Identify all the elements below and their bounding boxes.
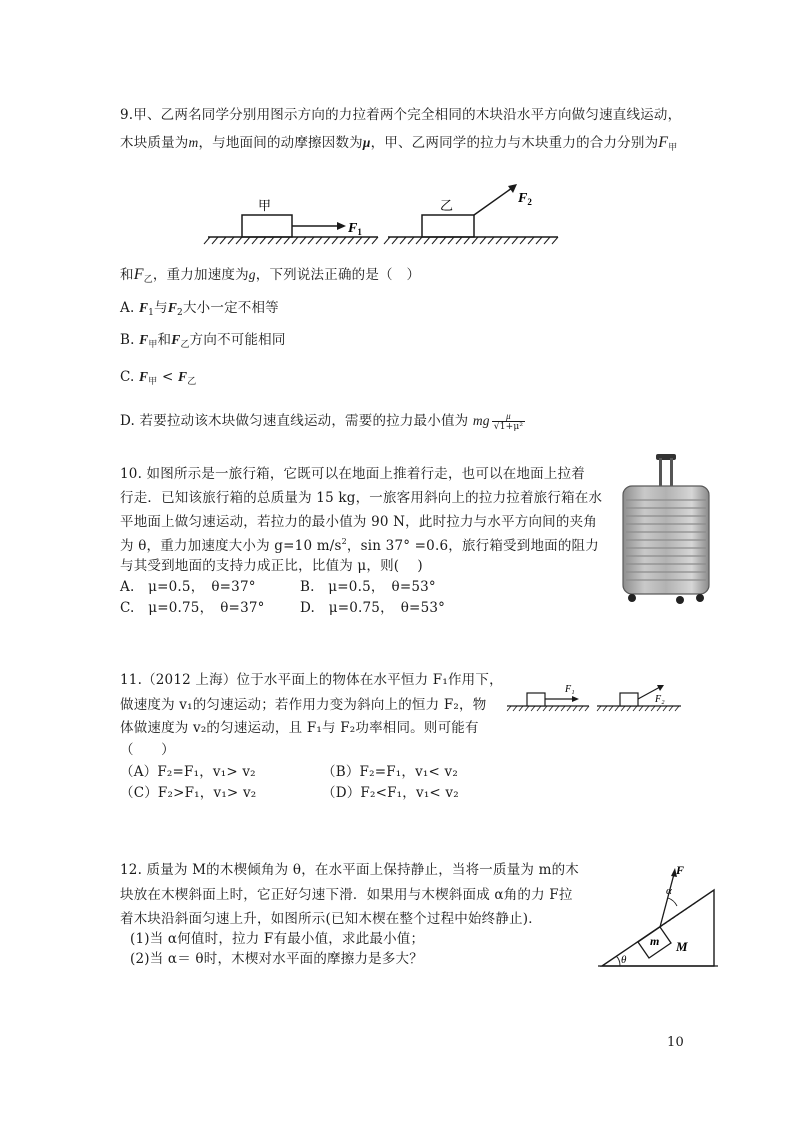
q9-line2-a: 木块质量为	[120, 135, 189, 151]
q9-option-b	[120, 328, 286, 350]
q9-optA-prefix: A.	[120, 300, 135, 316]
q11-block-1	[527, 693, 545, 706]
q9-figure	[200, 180, 590, 250]
q9-arrow-F2	[474, 188, 512, 215]
q12-line3: 着木块沿斜面匀速上升，如图所示(已知木楔在整个过程中始终静止)．	[120, 911, 542, 927]
q10-line3: 平地面上做匀速运动，若拉力的最小值为 90 N，此时拉力与水平方向间的夹角	[120, 514, 597, 530]
q10-line4-b: ，sin 37° =0.6，旅行箱受到地面的阻力	[346, 538, 599, 554]
q9-optA-F1: F	[138, 300, 149, 315]
q10-line4-sup: 2	[341, 537, 347, 546]
q11-line1: 11.（2012 上海）位于水平面上的物体在水平恒力 F₁作用下，	[120, 672, 503, 688]
q9-optD-mg: mg	[472, 413, 490, 428]
q9-optB-mid: 和	[157, 332, 172, 348]
q9-optC-prefix: C.	[120, 369, 135, 385]
q11-figure	[505, 678, 685, 718]
q10-line2: 行走．已知该旅行箱的总质量为 15 kg，一旅客用斜向上的拉力拉着旅行箱在水	[120, 490, 603, 506]
q12-line5: (2)当 α＝ θ时，木楔对水平面的摩擦力是多大？	[130, 951, 423, 967]
q9-optD-den: √1+μ²	[493, 422, 524, 432]
q9-optA-mid: 与	[154, 300, 168, 316]
q9-g: g	[248, 267, 256, 282]
q9-optA-s2: 2	[177, 308, 183, 318]
q10-option-d: D. μ=0.75， θ=53°	[300, 600, 446, 616]
suitcase-handle-bar-left	[659, 458, 662, 490]
q10-line4-a: 为 θ，重力加速度大小为 g=10 m/s	[120, 538, 342, 554]
q11-label-F2: F₂	[655, 694, 665, 705]
q9-optD-prefix: D.	[120, 413, 136, 429]
q10-line1: 10. 如图所示是一旅行箱，它既可以在地面上推着行走，也可以在地面上拉着	[120, 466, 585, 482]
q11-option-d: （D）F₂<F₁，v₁< v₂	[322, 785, 459, 801]
q9-arrowhead-F2	[508, 184, 517, 193]
q9-optB-F-jia: F	[139, 332, 149, 347]
q9-optA-F2: F	[167, 300, 178, 315]
q11-option-c: （C）F₂>F₁，v₁> v₂	[120, 785, 257, 801]
q12-label-m: m	[650, 934, 660, 948]
q11-hatch-1	[507, 706, 589, 711]
q10-option-a: A. μ=0.5， θ=37°	[120, 579, 256, 595]
q9-line2-b: ，与地面间的动摩擦因数为	[198, 135, 363, 151]
q9-optB-F-yi: F	[171, 332, 181, 347]
q9-line3-a: 和	[120, 267, 134, 283]
q12-alpha-arc	[668, 898, 677, 906]
suitcase-wheel-left	[628, 594, 636, 602]
q9-label-jia: 甲	[258, 198, 272, 213]
q11-block-2	[620, 693, 638, 706]
page-number: 10	[667, 1035, 684, 1050]
suitcase-handle-bar-right	[670, 458, 673, 490]
q12-line2: 块放在木楔斜面上时，它正好匀速下滑．如果用与木楔斜面成 α角的力 F拉	[120, 887, 573, 903]
q9-m: m	[188, 135, 199, 150]
q10-line5: 与其受到地面的支持力成正比，比值为 μ，则( )	[120, 558, 423, 574]
q9-block-jia	[242, 215, 292, 237]
q10-line4	[120, 534, 599, 554]
q9-F-yi: F	[133, 266, 144, 283]
q9-option-d	[120, 409, 525, 432]
q9-option-c	[120, 369, 196, 387]
q11-option-b: （B）F₂=F₁，v₁< v₂	[322, 764, 458, 780]
q9-F-yi-sub: 乙	[143, 275, 153, 285]
suitcase-wheel-right	[696, 594, 704, 602]
q9-line3	[120, 263, 420, 285]
suitcase-image	[618, 452, 714, 608]
q9-hatch-2	[384, 237, 558, 244]
q9-mu: μ	[362, 135, 371, 150]
q12-line1: 12. 质量为 M的木楔倾角为 θ，在水平面上保持静止，当将一质量为 m的木	[120, 862, 579, 878]
q11-hatch-2	[597, 706, 679, 711]
q11-line4: （ ）	[120, 742, 175, 758]
q11-line3: 体做速度为 v₂的匀速运动，且 F₁与 F₂功率相同。则可能有	[120, 720, 479, 736]
q12-label-M: M	[676, 939, 688, 954]
q9-optD-num: μ	[492, 411, 525, 422]
q9-optC-sub-yi: 乙	[187, 377, 197, 387]
q12-label-F: F	[676, 863, 685, 877]
q9-optC-lt: <	[157, 369, 178, 385]
q9-optB-text: 方向不可能相同	[189, 332, 286, 348]
q9-option-a	[120, 296, 279, 318]
q9-optC-sub-jia: 甲	[148, 377, 158, 387]
q12-label-theta: θ	[621, 954, 627, 966]
q10-option-c: C. μ=0.75， θ=37°	[120, 600, 265, 616]
q9-line2	[120, 131, 677, 153]
q9-line3-b: ，重力加速度为	[152, 267, 249, 283]
q9-optB-sub-yi: 乙	[180, 340, 190, 350]
q9-label-F2: $F_2$	[518, 191, 532, 207]
q11-option-a: （A）F₂=F₁，v₁> v₂	[120, 764, 256, 780]
q11-arrowhead-F1	[572, 696, 579, 702]
q9-hatch-1	[204, 237, 378, 244]
q11-label-F1: F₁	[565, 684, 575, 695]
q12-line4: (1)当 α何值时，拉力 F有最小值，求此最小值；	[130, 931, 425, 947]
q9-F-jia: F	[658, 134, 669, 151]
q9-arrowhead-F1	[337, 222, 346, 230]
q9-optB-prefix: B.	[120, 332, 135, 348]
q9-optC-F-yi: F	[177, 369, 188, 384]
q9-optA-text: 大小一定不相等	[182, 300, 279, 316]
q9-line2-c: ，甲、乙两同学的拉力与木块重力的合力分别为	[370, 135, 659, 151]
q9-optB-sub-jia: 甲	[148, 340, 158, 350]
q9-label-yi: 乙	[440, 198, 454, 213]
q9-label-F1: $F_1$	[348, 221, 362, 237]
q10-option-b: B. μ=0.5， θ=53°	[300, 579, 436, 595]
suitcase-wheel-mid	[676, 596, 684, 604]
q12-label-alpha: α	[666, 885, 672, 897]
q9-optA-s1: 1	[148, 308, 155, 318]
q9-F-jia-sub: 甲	[668, 143, 678, 153]
q12-figure	[598, 860, 718, 972]
q9-line1: 9.甲、乙两名同学分别用图示方向的力拉着两个完全相同的木块沿水平方向做匀速直线运动，	[120, 107, 682, 123]
q9-optD-text: 若要拉动该木块做匀速直线运动，需要的拉力最小值为	[139, 413, 469, 429]
q9-block-yi	[422, 215, 474, 237]
q9-line3-c: ，下列说法正确的是（ ）	[255, 267, 421, 283]
q11-line2: 做速度为 v₁的匀速运动；若作用力变为斜向上的恒力 F₂，物	[120, 697, 487, 713]
q9-optD-fraction	[492, 411, 525, 432]
q9-optC-F-jia: F	[139, 369, 149, 384]
